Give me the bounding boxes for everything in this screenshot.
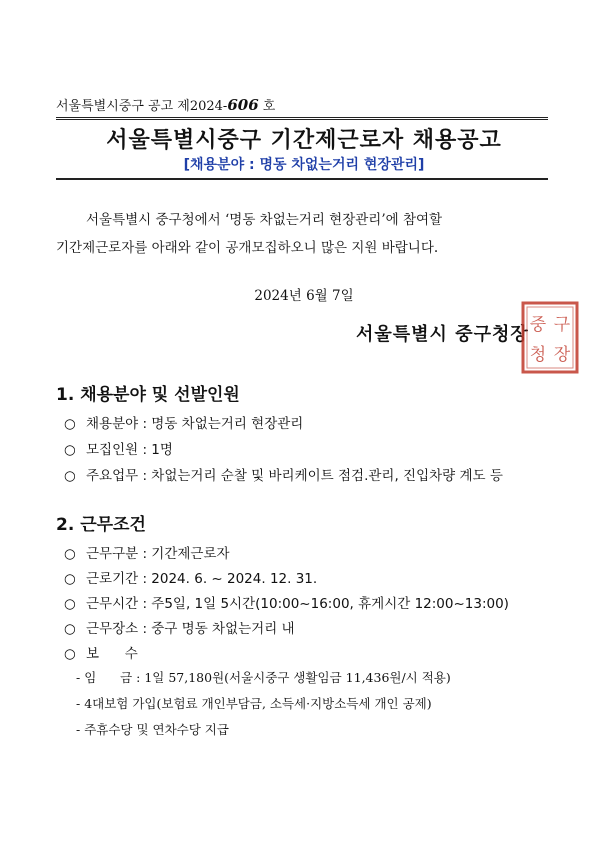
- document-title: 서울특별시중구 기간제근로자 채용공고: [106, 128, 502, 153]
- seal-glyph-2: 구: [553, 315, 571, 335]
- notice-date: 2024년 6월 7일: [254, 288, 354, 304]
- section-2-heading: 2. 근무조건: [56, 515, 146, 535]
- notice-suffix: 호: [258, 99, 276, 114]
- section-2-item-2: ○ 근로기간 : 2024. 6. ~ 2024. 12. 31.: [64, 571, 318, 587]
- circle-bullet-icon: ○: [64, 546, 76, 562]
- issuer-name: 서울특별시 중구청장: [356, 324, 529, 345]
- section-2-item-5: ○ 보 수: [64, 646, 138, 662]
- circle-bullet-icon: ○: [64, 596, 76, 612]
- document-subtitle: [채용분야 : 명동 차없는거리 현장관리]: [183, 157, 425, 173]
- title-top-rule: [56, 117, 548, 120]
- circle-bullet-icon: ○: [64, 571, 76, 587]
- official-seal: [520, 300, 580, 375]
- notice-number-line: [56, 95, 275, 114]
- seal-glyph-4: 장: [553, 345, 571, 365]
- circle-bullet-icon: ○: [64, 416, 76, 432]
- section-2-item-4: ○ 근무장소 : 중구 명동 차없는거리 내: [64, 621, 295, 637]
- intro-paragraph: [56, 206, 556, 262]
- title-bottom-rule: [56, 178, 548, 180]
- pay-sub-item-2: - 4대보험 가입(보험료 개인부담금, 소득세·지방소득세 개인 공제): [76, 696, 432, 711]
- pay-sub-item-3: - 주휴수당 및 연차수당 지급: [76, 722, 229, 737]
- notice-prefix: 서울특별시중구 공고 제2024-: [56, 99, 228, 114]
- seal-glyph-1: 중: [529, 315, 547, 335]
- circle-bullet-icon: ○: [64, 468, 76, 484]
- section-2-item-3: ○ 근무시간 : 주5일, 1일 5시간(10:00~16:00, 휴게시간 12:00~13:00): [64, 596, 509, 612]
- pay-sub-item-1: - 임 금 : 1일 57,180원(서울시중구 생활임금 11,436원/시 적용): [76, 670, 451, 685]
- section-1-item-3: ○ 주요업무 : 차없는거리 순찰 및 바리케이트 점검.관리, 진입차량 계도 등: [64, 468, 503, 484]
- section-1-heading: 1. 채용분야 및 선발인원: [56, 385, 240, 405]
- section-1-item-2: ○ 모집인원 : 1명: [64, 442, 173, 458]
- circle-bullet-icon: ○: [64, 621, 76, 637]
- circle-bullet-icon: ○: [64, 646, 76, 662]
- circle-bullet-icon: ○: [64, 442, 76, 458]
- section-2-item-1: ○ 근무구분 : 기간제근로자: [64, 546, 230, 562]
- intro-line-2: 기간제근로자를 아래와 같이 공개모집하오니 많은 지원 바랍니다.: [56, 240, 439, 256]
- seal-glyph-3: 청: [529, 345, 547, 365]
- section-1-item-1: ○ 채용분야 : 명동 차없는거리 현장관리: [64, 416, 304, 432]
- notice-number: 606: [227, 96, 259, 114]
- intro-line-1: 서울특별시 중구청에서 ‘명동 차없는거리 현장관리’에 참여할: [86, 212, 443, 228]
